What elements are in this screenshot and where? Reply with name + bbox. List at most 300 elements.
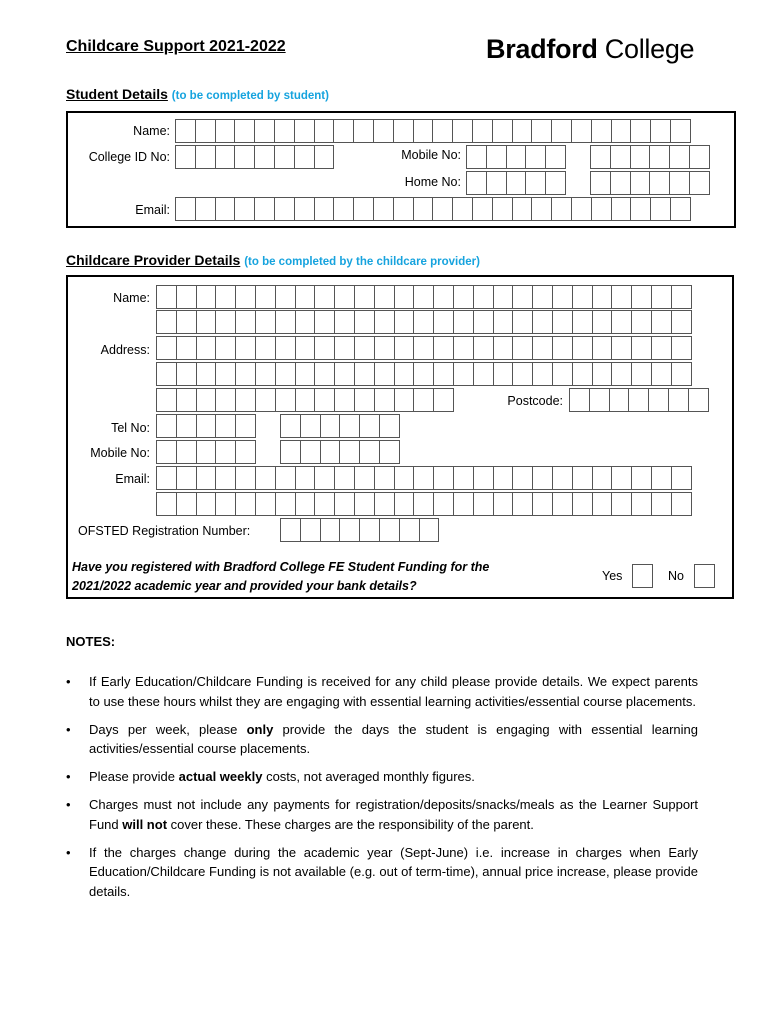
- character-box[interactable]: [156, 285, 177, 309]
- character-box[interactable]: [591, 197, 612, 221]
- provider-mobile-field-part2[interactable]: [280, 440, 400, 464]
- student-college-id-field[interactable]: [175, 145, 334, 169]
- character-box[interactable]: [156, 466, 177, 490]
- character-box[interactable]: [512, 466, 533, 490]
- character-box[interactable]: [300, 414, 321, 438]
- character-box[interactable]: [195, 119, 216, 143]
- character-box[interactable]: [452, 197, 473, 221]
- character-box[interactable]: [215, 466, 236, 490]
- character-box[interactable]: [295, 362, 316, 386]
- character-box[interactable]: [374, 388, 395, 412]
- character-box[interactable]: [572, 285, 593, 309]
- character-box[interactable]: [650, 119, 671, 143]
- character-box[interactable]: [432, 119, 453, 143]
- character-box[interactable]: [492, 119, 513, 143]
- character-box[interactable]: [671, 336, 692, 360]
- character-box[interactable]: [413, 492, 434, 516]
- character-box[interactable]: [254, 197, 275, 221]
- character-box[interactable]: [545, 171, 566, 195]
- character-box[interactable]: [493, 285, 514, 309]
- character-box[interactable]: [320, 414, 341, 438]
- character-box[interactable]: [255, 466, 276, 490]
- character-box[interactable]: [176, 388, 197, 412]
- character-box[interactable]: [215, 285, 236, 309]
- character-box[interactable]: [280, 518, 301, 542]
- character-box[interactable]: [571, 197, 592, 221]
- provider-address-field-line3[interactable]: [156, 388, 454, 412]
- character-box[interactable]: [294, 119, 315, 143]
- character-box[interactable]: [354, 310, 375, 334]
- character-box[interactable]: [572, 362, 593, 386]
- student-home-field-part2[interactable]: [590, 171, 710, 195]
- character-box[interactable]: [590, 171, 611, 195]
- character-box[interactable]: [274, 119, 295, 143]
- character-box[interactable]: [254, 119, 275, 143]
- student-mobile-field-part2[interactable]: [590, 145, 710, 169]
- character-box[interactable]: [670, 119, 691, 143]
- character-box[interactable]: [590, 145, 611, 169]
- character-box[interactable]: [156, 362, 177, 386]
- character-box[interactable]: [394, 336, 415, 360]
- character-box[interactable]: [374, 336, 395, 360]
- character-box[interactable]: [196, 362, 217, 386]
- character-box[interactable]: [486, 145, 507, 169]
- provider-email-field-line2[interactable]: [156, 492, 692, 516]
- character-box[interactable]: [295, 336, 316, 360]
- character-box[interactable]: [196, 466, 217, 490]
- character-box[interactable]: [215, 492, 236, 516]
- character-box[interactable]: [339, 518, 360, 542]
- character-box[interactable]: [413, 197, 434, 221]
- yes-checkbox[interactable]: [632, 564, 653, 588]
- character-box[interactable]: [452, 119, 473, 143]
- character-box[interactable]: [433, 466, 454, 490]
- character-box[interactable]: [552, 285, 573, 309]
- character-box[interactable]: [631, 362, 652, 386]
- character-box[interactable]: [493, 492, 514, 516]
- character-box[interactable]: [433, 362, 454, 386]
- character-box[interactable]: [453, 492, 474, 516]
- character-box[interactable]: [196, 492, 217, 516]
- character-box[interactable]: [413, 388, 434, 412]
- provider-ofsted-field[interactable]: [280, 518, 439, 542]
- character-box[interactable]: [176, 336, 197, 360]
- character-box[interactable]: [314, 310, 335, 334]
- character-box[interactable]: [300, 518, 321, 542]
- character-box[interactable]: [453, 285, 474, 309]
- character-box[interactable]: [379, 518, 400, 542]
- character-box[interactable]: [314, 145, 335, 169]
- character-box[interactable]: [589, 388, 610, 412]
- character-box[interactable]: [156, 336, 177, 360]
- student-mobile-field-part1[interactable]: [466, 145, 566, 169]
- character-box[interactable]: [235, 285, 256, 309]
- character-box[interactable]: [353, 197, 374, 221]
- character-box[interactable]: [399, 518, 420, 542]
- character-box[interactable]: [275, 362, 296, 386]
- character-box[interactable]: [552, 362, 573, 386]
- character-box[interactable]: [592, 466, 613, 490]
- character-box[interactable]: [320, 440, 341, 464]
- character-box[interactable]: [433, 285, 454, 309]
- character-box[interactable]: [394, 492, 415, 516]
- character-box[interactable]: [611, 310, 632, 334]
- character-box[interactable]: [235, 388, 256, 412]
- character-box[interactable]: [255, 336, 276, 360]
- character-box[interactable]: [592, 362, 613, 386]
- character-box[interactable]: [473, 336, 494, 360]
- character-box[interactable]: [275, 336, 296, 360]
- character-box[interactable]: [486, 171, 507, 195]
- character-box[interactable]: [379, 414, 400, 438]
- character-box[interactable]: [235, 310, 256, 334]
- character-box[interactable]: [453, 310, 474, 334]
- character-box[interactable]: [630, 119, 651, 143]
- character-box[interactable]: [235, 492, 256, 516]
- provider-tel-field-part2[interactable]: [280, 414, 400, 438]
- character-box[interactable]: [215, 362, 236, 386]
- character-box[interactable]: [453, 336, 474, 360]
- character-box[interactable]: [339, 414, 360, 438]
- character-box[interactable]: [493, 362, 514, 386]
- character-box[interactable]: [466, 145, 487, 169]
- character-box[interactable]: [255, 388, 276, 412]
- provider-postcode-field[interactable]: [569, 388, 709, 412]
- character-box[interactable]: [631, 310, 652, 334]
- character-box[interactable]: [196, 440, 217, 464]
- character-box[interactable]: [314, 492, 335, 516]
- character-box[interactable]: [314, 119, 335, 143]
- character-box[interactable]: [532, 336, 553, 360]
- character-box[interactable]: [611, 119, 632, 143]
- character-box[interactable]: [552, 466, 573, 490]
- character-box[interactable]: [649, 145, 670, 169]
- character-box[interactable]: [394, 310, 415, 334]
- character-box[interactable]: [255, 310, 276, 334]
- character-box[interactable]: [651, 492, 672, 516]
- character-box[interactable]: [551, 197, 572, 221]
- character-box[interactable]: [353, 119, 374, 143]
- character-box[interactable]: [419, 518, 440, 542]
- character-box[interactable]: [671, 466, 692, 490]
- character-box[interactable]: [333, 119, 354, 143]
- character-box[interactable]: [334, 492, 355, 516]
- character-box[interactable]: [433, 388, 454, 412]
- character-box[interactable]: [215, 119, 236, 143]
- character-box[interactable]: [651, 362, 672, 386]
- character-box[interactable]: [354, 336, 375, 360]
- character-box[interactable]: [215, 440, 236, 464]
- character-box[interactable]: [280, 440, 301, 464]
- character-box[interactable]: [215, 388, 236, 412]
- character-box[interactable]: [359, 414, 380, 438]
- character-box[interactable]: [552, 310, 573, 334]
- character-box[interactable]: [413, 285, 434, 309]
- character-box[interactable]: [512, 310, 533, 334]
- no-checkbox[interactable]: [694, 564, 715, 588]
- character-box[interactable]: [255, 492, 276, 516]
- character-box[interactable]: [275, 492, 296, 516]
- character-box[interactable]: [255, 362, 276, 386]
- character-box[interactable]: [314, 362, 335, 386]
- character-box[interactable]: [294, 197, 315, 221]
- character-box[interactable]: [314, 336, 335, 360]
- character-box[interactable]: [334, 466, 355, 490]
- character-box[interactable]: [571, 119, 592, 143]
- character-box[interactable]: [551, 119, 572, 143]
- character-box[interactable]: [610, 171, 631, 195]
- character-box[interactable]: [668, 388, 689, 412]
- character-box[interactable]: [592, 310, 613, 334]
- character-box[interactable]: [234, 145, 255, 169]
- character-box[interactable]: [334, 362, 355, 386]
- character-box[interactable]: [611, 285, 632, 309]
- character-box[interactable]: [493, 310, 514, 334]
- character-box[interactable]: [354, 285, 375, 309]
- character-box[interactable]: [611, 336, 632, 360]
- character-box[interactable]: [671, 285, 692, 309]
- character-box[interactable]: [176, 466, 197, 490]
- character-box[interactable]: [569, 388, 590, 412]
- provider-address-field-line1[interactable]: [156, 336, 692, 360]
- character-box[interactable]: [314, 197, 335, 221]
- character-box[interactable]: [531, 197, 552, 221]
- character-box[interactable]: [572, 466, 593, 490]
- character-box[interactable]: [525, 171, 546, 195]
- character-box[interactable]: [671, 492, 692, 516]
- character-box[interactable]: [433, 336, 454, 360]
- student-name-field[interactable]: [175, 119, 691, 143]
- character-box[interactable]: [275, 285, 296, 309]
- character-box[interactable]: [630, 197, 651, 221]
- character-box[interactable]: [610, 145, 631, 169]
- character-box[interactable]: [552, 492, 573, 516]
- character-box[interactable]: [631, 492, 652, 516]
- student-home-field-part1[interactable]: [466, 171, 566, 195]
- character-box[interactable]: [393, 197, 414, 221]
- character-box[interactable]: [275, 388, 296, 412]
- character-box[interactable]: [648, 388, 669, 412]
- character-box[interactable]: [472, 197, 493, 221]
- character-box[interactable]: [374, 285, 395, 309]
- character-box[interactable]: [651, 336, 672, 360]
- character-box[interactable]: [354, 492, 375, 516]
- character-box[interactable]: [235, 414, 256, 438]
- character-box[interactable]: [532, 310, 553, 334]
- character-box[interactable]: [630, 145, 651, 169]
- character-box[interactable]: [433, 310, 454, 334]
- character-box[interactable]: [294, 145, 315, 169]
- character-box[interactable]: [215, 145, 236, 169]
- character-box[interactable]: [234, 197, 255, 221]
- character-box[interactable]: [525, 145, 546, 169]
- character-box[interactable]: [512, 119, 533, 143]
- character-box[interactable]: [176, 414, 197, 438]
- character-box[interactable]: [314, 466, 335, 490]
- character-box[interactable]: [651, 466, 672, 490]
- character-box[interactable]: [531, 119, 552, 143]
- character-box[interactable]: [689, 171, 710, 195]
- character-box[interactable]: [493, 466, 514, 490]
- character-box[interactable]: [545, 145, 566, 169]
- character-box[interactable]: [235, 362, 256, 386]
- character-box[interactable]: [235, 466, 256, 490]
- character-box[interactable]: [473, 492, 494, 516]
- character-box[interactable]: [274, 145, 295, 169]
- character-box[interactable]: [334, 336, 355, 360]
- character-box[interactable]: [175, 197, 196, 221]
- character-box[interactable]: [572, 492, 593, 516]
- character-box[interactable]: [235, 440, 256, 464]
- character-box[interactable]: [215, 310, 236, 334]
- character-box[interactable]: [413, 362, 434, 386]
- character-box[interactable]: [196, 310, 217, 334]
- character-box[interactable]: [473, 310, 494, 334]
- character-box[interactable]: [413, 119, 434, 143]
- character-box[interactable]: [295, 492, 316, 516]
- character-box[interactable]: [650, 197, 671, 221]
- character-box[interactable]: [354, 388, 375, 412]
- character-box[interactable]: [374, 492, 395, 516]
- character-box[interactable]: [651, 285, 672, 309]
- character-box[interactable]: [532, 362, 553, 386]
- character-box[interactable]: [196, 388, 217, 412]
- character-box[interactable]: [651, 310, 672, 334]
- character-box[interactable]: [215, 336, 236, 360]
- character-box[interactable]: [314, 388, 335, 412]
- character-box[interactable]: [354, 362, 375, 386]
- character-box[interactable]: [472, 119, 493, 143]
- character-box[interactable]: [688, 388, 709, 412]
- character-box[interactable]: [671, 362, 692, 386]
- character-box[interactable]: [295, 310, 316, 334]
- character-box[interactable]: [295, 466, 316, 490]
- character-box[interactable]: [649, 171, 670, 195]
- character-box[interactable]: [393, 119, 414, 143]
- character-box[interactable]: [532, 466, 553, 490]
- character-box[interactable]: [339, 440, 360, 464]
- character-box[interactable]: [592, 285, 613, 309]
- character-box[interactable]: [175, 119, 196, 143]
- character-box[interactable]: [432, 197, 453, 221]
- character-box[interactable]: [628, 388, 649, 412]
- character-box[interactable]: [300, 440, 321, 464]
- character-box[interactable]: [196, 285, 217, 309]
- character-box[interactable]: [334, 285, 355, 309]
- character-box[interactable]: [295, 285, 316, 309]
- character-box[interactable]: [611, 197, 632, 221]
- character-box[interactable]: [373, 119, 394, 143]
- character-box[interactable]: [195, 197, 216, 221]
- character-box[interactable]: [512, 336, 533, 360]
- character-box[interactable]: [493, 336, 514, 360]
- provider-mobile-field-part1[interactable]: [156, 440, 256, 464]
- character-box[interactable]: [506, 171, 527, 195]
- character-box[interactable]: [506, 145, 527, 169]
- character-box[interactable]: [314, 285, 335, 309]
- character-box[interactable]: [591, 119, 612, 143]
- character-box[interactable]: [611, 466, 632, 490]
- character-box[interactable]: [512, 362, 533, 386]
- character-box[interactable]: [359, 518, 380, 542]
- character-box[interactable]: [466, 171, 487, 195]
- character-box[interactable]: [334, 310, 355, 334]
- character-box[interactable]: [176, 440, 197, 464]
- character-box[interactable]: [176, 285, 197, 309]
- character-box[interactable]: [394, 362, 415, 386]
- character-box[interactable]: [156, 492, 177, 516]
- character-box[interactable]: [611, 492, 632, 516]
- character-box[interactable]: [631, 336, 652, 360]
- character-box[interactable]: [374, 362, 395, 386]
- character-box[interactable]: [394, 466, 415, 490]
- character-box[interactable]: [592, 492, 613, 516]
- character-box[interactable]: [176, 362, 197, 386]
- character-box[interactable]: [572, 310, 593, 334]
- character-box[interactable]: [413, 466, 434, 490]
- character-box[interactable]: [669, 145, 690, 169]
- character-box[interactable]: [359, 440, 380, 464]
- character-box[interactable]: [156, 414, 177, 438]
- character-box[interactable]: [175, 145, 196, 169]
- character-box[interactable]: [156, 310, 177, 334]
- provider-name-field-line2[interactable]: [156, 310, 692, 334]
- character-box[interactable]: [275, 466, 296, 490]
- character-box[interactable]: [275, 310, 296, 334]
- character-box[interactable]: [611, 362, 632, 386]
- character-box[interactable]: [609, 388, 630, 412]
- provider-address-field-line2[interactable]: [156, 362, 692, 386]
- student-email-field[interactable]: [175, 197, 691, 221]
- character-box[interactable]: [592, 336, 613, 360]
- provider-name-field-line1[interactable]: [156, 285, 692, 309]
- character-box[interactable]: [453, 362, 474, 386]
- provider-tel-field-part1[interactable]: [156, 414, 256, 438]
- character-box[interactable]: [373, 197, 394, 221]
- character-box[interactable]: [689, 145, 710, 169]
- provider-email-field-line1[interactable]: [156, 466, 692, 490]
- character-box[interactable]: [176, 492, 197, 516]
- character-box[interactable]: [433, 492, 454, 516]
- character-box[interactable]: [176, 310, 197, 334]
- character-box[interactable]: [671, 310, 692, 334]
- character-box[interactable]: [631, 466, 652, 490]
- character-box[interactable]: [320, 518, 341, 542]
- character-box[interactable]: [413, 310, 434, 334]
- character-box[interactable]: [670, 197, 691, 221]
- character-box[interactable]: [572, 336, 593, 360]
- character-box[interactable]: [512, 492, 533, 516]
- character-box[interactable]: [195, 145, 216, 169]
- character-box[interactable]: [512, 197, 533, 221]
- character-box[interactable]: [215, 414, 236, 438]
- character-box[interactable]: [280, 414, 301, 438]
- character-box[interactable]: [295, 388, 316, 412]
- character-box[interactable]: [453, 466, 474, 490]
- character-box[interactable]: [473, 285, 494, 309]
- character-box[interactable]: [394, 285, 415, 309]
- character-box[interactable]: [334, 388, 355, 412]
- character-box[interactable]: [196, 336, 217, 360]
- character-box[interactable]: [532, 285, 553, 309]
- character-box[interactable]: [255, 285, 276, 309]
- character-box[interactable]: [235, 336, 256, 360]
- character-box[interactable]: [473, 362, 494, 386]
- character-box[interactable]: [512, 285, 533, 309]
- character-box[interactable]: [274, 197, 295, 221]
- character-box[interactable]: [552, 336, 573, 360]
- character-box[interactable]: [215, 197, 236, 221]
